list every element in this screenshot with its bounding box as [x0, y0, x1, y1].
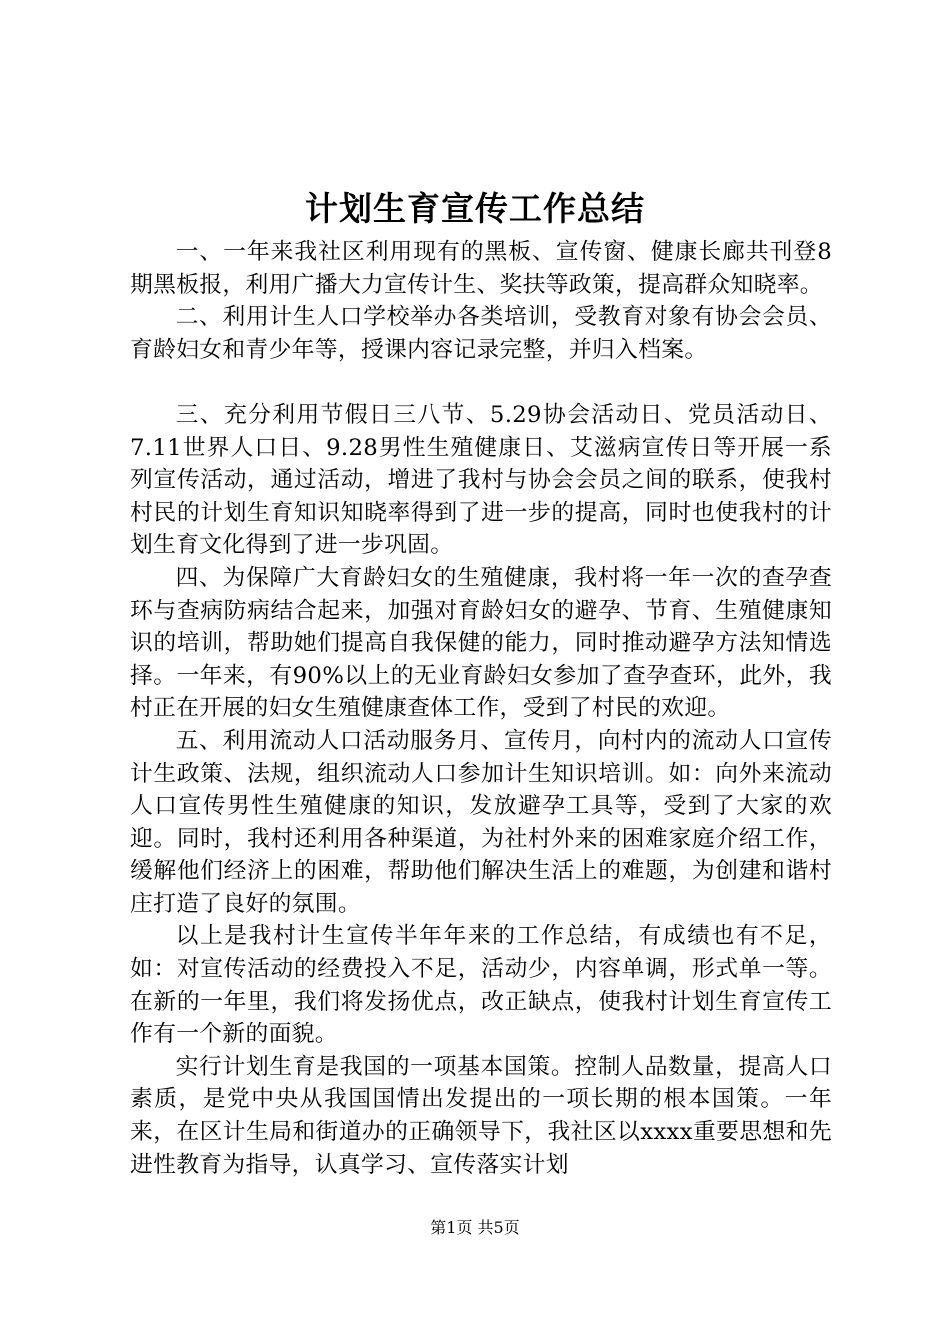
paragraph-5: 五、利用流动人口活动服务月、宣传月，向村内的流动人口宣传计生政策、法规，组织流动人口参加计生知识培训。如：向外来流动人口宣传男性生殖健康的知识，发放避孕工具等，受到了大家的欢迎。同时，我村还利用各种渠道，为社村外来的困难家庭介绍工作，缓解他们经济上的困难，帮助他们解决生活上的难题，为创建和谐村庄打造了良好的氛围。	[130, 727, 832, 917]
document-body	[130, 236, 832, 1181]
paragraph-3: 三、充分利用节假日三八节、5.29协会活动日、党员活动日、7.11世界人口日、9.28男性生殖健康日、艾滋病宣传日等开展一系列宣传活动，通过活动，增进了我村与协会会员之间的联系，使我村村民的计划生育知识知晓率得到了进一步的提高，同时也使我村的计划生育文化得到了进一步巩固。	[130, 401, 832, 559]
paragraph-6: 以上是我村计生宣传半年年来的工作总结，有成绩也有不足，如：对宣传活动的经费投入不足，活动少，内容单调，形式单一等。在新的一年里，我们将发扬优点，改正缺点，使我村计划生育宣传工作有一个新的面貌。	[130, 923, 832, 1048]
page-footer: 第1页 共5页	[430, 1218, 520, 1237]
paragraph-1: 一、一年来我社区利用现有的黑板、宣传窗、健康长廊共刊登8期黑板报，利用广播大力宣传计生、奖扶等政策，提高群众知晓率。	[130, 239, 832, 298]
paragraph-2: 二、利用计生人口学校举办各类培训，受教育对象有协会会员、育龄妇女和青少年等，授课内容记录完整，并归入档案。	[130, 304, 832, 363]
paragraph-4: 四、为保障广大育龄妇女的生殖健康，我村将一年一次的查孕查环与查病防病结合起来，加强对育龄妇女的避孕、节育、生殖健康知识的培训，帮助她们提高自我保健的能力，同时推动避孕方法知情选择。一年来，有90%以上的无业育龄妇女参加了查孕查环，此外，我村正在开展的妇女生殖健康查体工作，受到了村民的欢迎。	[130, 564, 832, 722]
paragraph-7: 实行计划生育是我国的一项基本国策。控制人品数量，提高人口素质，是党中央从我国国情出发提出的一项长期的根本国策。一年来，在区计生局和街道办的正确领导下，我社区以xxxx重要思想和先进性教育为指导，认真学习、宣传落实计划	[130, 1053, 832, 1178]
document-title: 计划生育宣传工作总结	[305, 189, 645, 228]
